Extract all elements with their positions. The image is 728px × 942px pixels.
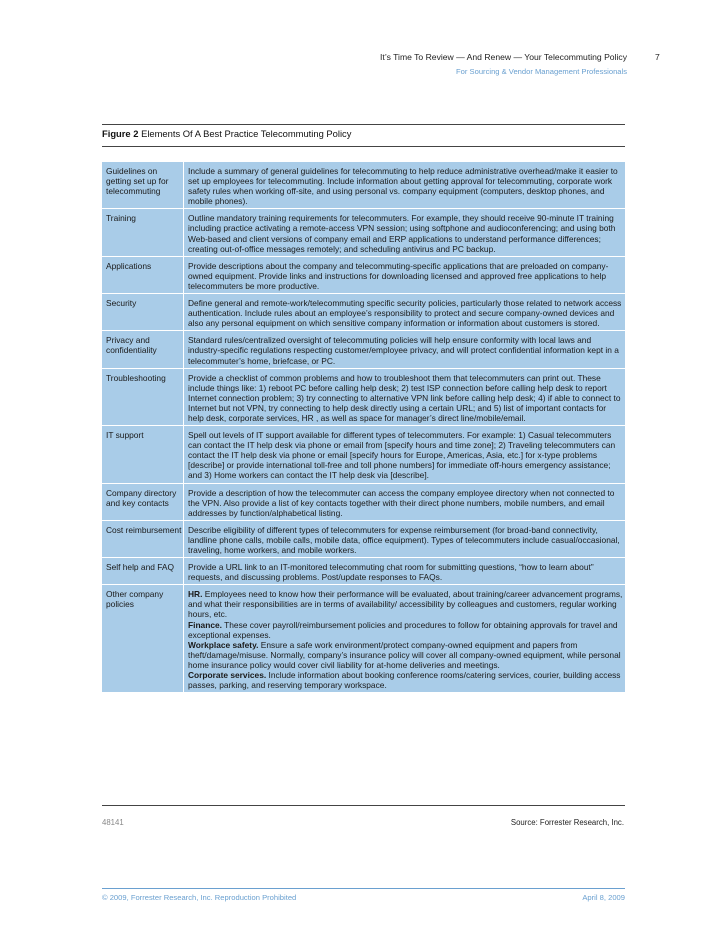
footer-date: April 8, 2009 [582, 893, 625, 902]
row-description: Standard rules/centralized oversight of telecommuting policies will help ensure conformity with local laws and industry-specific regulations respecting customer/employee privacy, and will protect confidential information kept in a telecommuter’s home, briefcase, or PC. [188, 335, 619, 366]
policy-item-hr [188, 589, 623, 619]
row-description: Provide a checklist of common problems and how to troubleshoot them that telecommuters can print out. These include things like: 1) reboot PC before calling help desk; 2) test ISP connection before calling help desk to report Internet connection problem; 3) try connecting to alternative VPN link before calling help desk; 4) if able to connect to Internet but not VPN, try connecting to help desk directly using a certain URL; and 5) list of important contacts for help desk, corporate services, HR , as well as space for manager’s direct line/mobile/email. [188, 372, 621, 423]
policy-item-finance [188, 620, 623, 640]
policy-item-heading: Corporate services. [188, 670, 267, 681]
row-description: Outline mandatory training requirements for telecommuters. For example, they should receive 90-minute IT training including practice activating a remote-access VPN session; using softphone and audioconferencing; and using both Web-based and client versions of company email and ERP applications to understand performance differences; creating out-of-office messages remotely; and scheduling antivirus and PC backup. [188, 213, 616, 254]
figure-label: Figure 2 [102, 128, 139, 139]
row-label: Applications [102, 257, 184, 293]
row-label: Cost reimbursement [102, 521, 184, 557]
row-description: Provide a URL link to an IT-monitored telecommuting chat room for submitting questions, “how to learn about” requests, and discussing problems. Post/update responses to FAQs. [188, 562, 594, 583]
figure-title-rule [102, 146, 625, 147]
row-description: Spell out levels of IT support available for different types of telecommuters. For example: 1) Casual telecommuters can contact the IT help desk via phone or email from [specify hours and time zone]; 2) Traveling telecommuters can contact the IT help desk via phone or email [specify hours for Europe, Americas, Asia, etc.] for x-type problems [describe] or provide international toll-free and toll phone numbers] for immediate off-hours emergency assistance; and 3) Home workers can contact the IT help desk via [describe]. [188, 430, 616, 481]
report-title: It’s Time To Review — And Renew — Your Telecommuting Policy [380, 52, 627, 62]
table-row [102, 208, 625, 255]
figure-caption: Elements Of A Best Practice Telecommuting Policy [141, 128, 352, 139]
table-row [102, 256, 625, 293]
row-label: Guidelines on getting set up for telecommuting [102, 162, 184, 208]
table-row [102, 162, 625, 208]
row-label: Privacy and confidentiality [102, 331, 184, 367]
row-description: Provide a description of how the telecommuter can access the company employee directory when not connected to the VPN. Also provide a list of key contacts together with their direct phone numbers, mobile numbers, and email addresses by function/alphabetical listing. [188, 487, 615, 518]
row-description: Include a summary of general guidelines for telecommuting to help reduce administrative overhead/make it easier to set up employees for telecommuting. Include information about getting approval for telecommuting, corporate work safety rules when working off-site, and using personal vs. company equipment (computers, desktop phones, and mobile phones). [188, 166, 618, 207]
table-row [102, 293, 625, 330]
policy-item-corporate-services [188, 670, 623, 690]
figure-id: 48141 [102, 818, 124, 827]
table-row [102, 520, 625, 557]
row-label: Self help and FAQ [102, 558, 184, 584]
policy-item-text: Include information about booking conference rooms/catering services, courier, building access passes, parking, and reserving temporary workspace. [188, 670, 621, 691]
policy-item-text: These cover payroll/reimbursement policies and procedures to follow for obtaining approvals for travel and exceptional expenses. [188, 619, 618, 640]
table-row [102, 330, 625, 367]
row-label: Troubleshooting [102, 369, 184, 425]
row-label: Other company policies [102, 585, 184, 692]
figure-source: Source: Forrester Research, Inc. [510, 818, 624, 827]
page-number: 7 [655, 52, 660, 62]
policy-item-workplace-safety [188, 640, 623, 670]
policy-item-text: Employees need to know how their performance will be evaluated, about training/career advancement programs, and what their responsibilities are in terms of availability/ accessibility by colleagues and customers, regular working hours, etc. [188, 589, 623, 620]
policy-item-heading: HR. [188, 589, 203, 600]
row-label: Security [102, 294, 184, 330]
row-label: Training [102, 209, 184, 255]
table-row [102, 584, 625, 692]
row-description: Describe eligibility of different types of telecommuters for expense reimbursement (for broad-band connectivity, landline phone calls, mobile calls, mobile data, office equipment). Types of telecommuters include casual/occasional, traveling, home workers, and mobile workers. [188, 524, 620, 555]
figure-top-rule [102, 124, 625, 125]
row-label: IT support [102, 426, 184, 482]
figure-title [102, 128, 351, 139]
table-row [102, 483, 625, 520]
table-row [102, 557, 625, 584]
footer-copyright: © 2009, Forrester Research, Inc. Reproduction Prohibited [102, 893, 297, 902]
policy-item-heading: Finance. [188, 619, 222, 630]
report-audience: For Sourcing & Vendor Management Professionals [456, 67, 627, 76]
policy-table [102, 162, 625, 692]
row-description: Provide descriptions about the company and telecommuting-specific applications that are preloaded on company-owned equipment. Provide links and instructions for downloading licensed and approved free applications to help telecommuters be more productive. [188, 260, 609, 291]
row-label: Company directory and key contacts [102, 484, 184, 520]
row-description: Define general and remote-work/telecommuting specific security policies, particularly those related to network access authentication. Include rules about an employee’s responsibility to protect and secure company-owned devices and also any personal equipment on which sensitive company information or information about customers is stored. [188, 298, 622, 329]
table-row [102, 425, 625, 482]
figure-bottom-rule [102, 805, 625, 806]
policy-item-text: Ensure a safe work environment/protect company-owned equipment and papers from theft/damage/misuse. Normally, company’s insurance policy will cover all company-owned equipment, while personal home insurance policy would cover civil liability for at-home deliveries and meetings. [188, 639, 621, 670]
row-description [184, 585, 625, 692]
table-row [102, 368, 625, 425]
footer-rule [102, 888, 625, 889]
policy-item-heading: Workplace safety. [188, 639, 259, 650]
